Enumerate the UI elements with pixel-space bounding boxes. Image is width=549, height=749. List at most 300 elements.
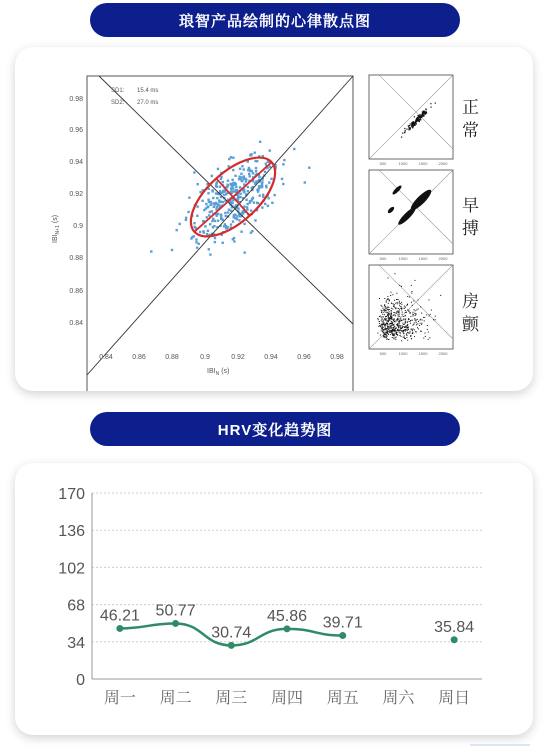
thumbnail-point bbox=[402, 325, 403, 326]
thumbnail-point bbox=[424, 320, 425, 321]
thumbnail-point bbox=[395, 315, 396, 316]
thumbnail-point bbox=[398, 316, 399, 317]
scatter-point bbox=[211, 175, 213, 177]
thumbnail-point bbox=[384, 306, 385, 307]
scatter-point bbox=[282, 183, 284, 185]
scatter-point bbox=[220, 176, 222, 178]
scatter-point bbox=[179, 223, 181, 225]
thumbnail-point bbox=[391, 312, 392, 313]
scatter-point bbox=[230, 156, 232, 158]
thumbnail-point bbox=[391, 317, 392, 318]
scatter-point bbox=[264, 171, 266, 173]
thumbnail-point bbox=[381, 311, 382, 312]
thumbnail-point bbox=[404, 128, 405, 129]
thumbnail-point bbox=[388, 310, 389, 311]
thumbnail-point bbox=[398, 319, 399, 320]
thumbnail-point bbox=[425, 336, 426, 337]
scatter-point bbox=[222, 201, 224, 203]
scatter-point bbox=[271, 202, 273, 204]
thumbnail-point bbox=[413, 300, 414, 301]
y-tick: 0.92 bbox=[69, 191, 83, 198]
thumbnail-point bbox=[399, 314, 400, 315]
thumbnail-point bbox=[385, 332, 386, 333]
scatter-point bbox=[185, 217, 187, 219]
thumbnail-point bbox=[399, 312, 400, 313]
thumbnail-point bbox=[388, 277, 389, 278]
thumbnail-point bbox=[404, 132, 405, 133]
scatter-point bbox=[232, 157, 234, 159]
scatter-point bbox=[235, 186, 237, 188]
thumbnail-point bbox=[403, 337, 404, 338]
scatter-point bbox=[265, 185, 267, 187]
thumbnail-point bbox=[395, 330, 396, 331]
scatter-point bbox=[254, 152, 256, 154]
thumbnail-point bbox=[389, 301, 390, 302]
thumbnail-point bbox=[395, 273, 396, 274]
thumbnail-point bbox=[394, 321, 395, 322]
thumbnail-1 bbox=[369, 170, 453, 261]
thumbnail-point bbox=[413, 312, 414, 313]
thumbnail-point bbox=[402, 133, 403, 134]
thumbnail-point bbox=[412, 126, 413, 127]
thumbnail-point bbox=[423, 114, 424, 115]
scatter-point bbox=[233, 237, 235, 239]
thumbnail-point bbox=[423, 110, 424, 111]
thumbnail-point bbox=[414, 309, 415, 310]
thumbnail-point bbox=[392, 294, 393, 295]
thumbnail-point bbox=[387, 296, 388, 297]
thumbnail-point bbox=[410, 323, 411, 324]
thumbnail-point bbox=[383, 320, 384, 321]
thumbnail-point bbox=[406, 333, 407, 334]
thumbnail-point bbox=[394, 314, 395, 315]
thumbnail-point bbox=[393, 312, 394, 313]
thumbnail-point bbox=[406, 129, 407, 130]
thumbnail-point bbox=[427, 325, 428, 326]
scatter-point bbox=[239, 186, 241, 188]
thumbnail-point bbox=[386, 310, 387, 311]
thumbnail-point bbox=[388, 331, 389, 332]
thumbnail-tick: 2000 bbox=[438, 256, 448, 261]
identity-line bbox=[87, 76, 353, 375]
thumbnail-point bbox=[407, 327, 408, 328]
thumbnail-point bbox=[394, 304, 395, 305]
thumbnail-point bbox=[381, 310, 382, 311]
scatter-point bbox=[234, 217, 236, 219]
thumbnail-point bbox=[390, 315, 391, 316]
thumbnail-point bbox=[402, 331, 403, 332]
thumbnail-point bbox=[390, 295, 391, 296]
thumbnail-point bbox=[414, 336, 415, 337]
thumbnail-point bbox=[402, 312, 403, 313]
thumbnail-point bbox=[392, 331, 393, 332]
thumbnail-point bbox=[396, 299, 397, 300]
thumbnail-point bbox=[410, 331, 411, 332]
scatter-point bbox=[247, 203, 249, 205]
scatter-point bbox=[232, 190, 234, 192]
thumbnail-point bbox=[386, 332, 387, 333]
thumbnail-point bbox=[381, 305, 382, 306]
scatter-point bbox=[233, 214, 235, 216]
thumbnail-point bbox=[402, 323, 403, 324]
thumbnail-point bbox=[421, 115, 422, 116]
thumbnail-point bbox=[403, 316, 404, 317]
scatter-point bbox=[216, 215, 218, 217]
thumbnail-point bbox=[395, 307, 396, 308]
hrv-chart bbox=[15, 463, 533, 735]
scatter-point bbox=[268, 197, 270, 199]
thumbnail-point bbox=[392, 337, 393, 338]
scatter-point bbox=[250, 232, 252, 234]
thumbnail-point bbox=[413, 121, 414, 122]
thumbnail-point bbox=[390, 334, 391, 335]
thumbnail-point bbox=[398, 308, 399, 309]
hrv-data-label: 30.74 bbox=[211, 624, 252, 642]
thumbnail-point bbox=[411, 125, 412, 126]
thumbnail-point bbox=[414, 122, 415, 123]
thumbnail-0 bbox=[369, 75, 453, 166]
scatter-point bbox=[259, 194, 261, 196]
thumbnail-point bbox=[409, 297, 410, 298]
thumbnail-point bbox=[409, 125, 410, 126]
thumbnail-point bbox=[410, 128, 411, 129]
scatter-point bbox=[247, 169, 249, 171]
thumbnail-point bbox=[412, 332, 413, 333]
thumbnail-point bbox=[417, 115, 418, 116]
thumbnail-point bbox=[428, 332, 429, 333]
scatter-point bbox=[207, 230, 209, 232]
thumbnail-point bbox=[385, 329, 386, 330]
thumbnail-point bbox=[403, 333, 404, 334]
thumbnail-point bbox=[384, 319, 385, 320]
scatter-point bbox=[199, 231, 201, 233]
scatter-point bbox=[259, 141, 261, 143]
scatter-point bbox=[269, 149, 271, 151]
thumbnail-point bbox=[389, 300, 390, 301]
scatter-point bbox=[201, 200, 203, 202]
y-tick: 0.86 bbox=[69, 288, 83, 295]
thumbnail-point bbox=[387, 338, 388, 339]
thumbnail-point bbox=[401, 307, 402, 308]
thumbnail-point bbox=[398, 330, 399, 331]
thumbnail-point bbox=[390, 326, 391, 327]
thumbnail-point bbox=[400, 306, 401, 307]
thumbnail-point bbox=[385, 319, 386, 320]
scatter-point bbox=[225, 215, 227, 217]
scatter-point bbox=[220, 217, 222, 219]
scatter-point bbox=[230, 223, 232, 225]
x-tick-label: 周日 bbox=[438, 690, 471, 707]
thumbnail-tick: 1000 bbox=[398, 351, 408, 356]
thumbnail-point bbox=[388, 299, 389, 300]
sd2-label: SD2: bbox=[111, 100, 125, 106]
thumbnail-point bbox=[383, 322, 384, 323]
thumbnail-point bbox=[389, 330, 390, 331]
thumbnail-point bbox=[408, 126, 409, 127]
thumbnail-point bbox=[382, 331, 383, 332]
thumbnail-point bbox=[383, 316, 384, 317]
scatter-point bbox=[241, 180, 243, 182]
scatter-point bbox=[218, 204, 220, 206]
hrv-data-label: 35.84 bbox=[434, 618, 475, 636]
scatter-point bbox=[238, 176, 240, 178]
thumbnail-point bbox=[416, 322, 417, 323]
scatter-point bbox=[253, 201, 255, 203]
thumbnail-point bbox=[388, 339, 389, 340]
hrv-data-label: 46.21 bbox=[99, 607, 140, 625]
thumbnail-point bbox=[395, 308, 396, 309]
thumbnail-point bbox=[433, 319, 434, 320]
scatter-point bbox=[206, 216, 208, 218]
thumbnail-point bbox=[399, 325, 400, 326]
thumbnail-point bbox=[414, 329, 415, 330]
thumbnail-point bbox=[393, 315, 394, 316]
scatter-point bbox=[226, 184, 228, 186]
thumbnail-point bbox=[382, 329, 383, 330]
scatter-point bbox=[224, 190, 226, 192]
thumbnail-point bbox=[384, 314, 385, 315]
thumbnail-point bbox=[389, 311, 390, 312]
thumbnail-point bbox=[398, 310, 399, 311]
scatter-point bbox=[247, 190, 249, 192]
thumbnail-point bbox=[411, 338, 412, 339]
thumbnail-point bbox=[387, 299, 388, 300]
thumbnail-point bbox=[383, 308, 384, 309]
scatter-point bbox=[213, 206, 215, 208]
thumbnail-point bbox=[395, 328, 396, 329]
scatter-point bbox=[264, 203, 266, 205]
thumbnail-point bbox=[413, 324, 414, 325]
thumbnail-point bbox=[406, 334, 407, 335]
scatter-point bbox=[231, 202, 233, 204]
thumbnail-point bbox=[391, 325, 392, 326]
scatter-point bbox=[249, 201, 251, 203]
bottom-divider bbox=[470, 744, 530, 746]
thumbnail-point bbox=[418, 321, 419, 322]
thumbnail-point bbox=[403, 324, 404, 325]
thumbnail-point bbox=[404, 337, 405, 338]
thumbnail-point bbox=[388, 303, 389, 304]
thumbnail-point bbox=[405, 315, 406, 316]
thumbnail-point bbox=[399, 301, 400, 302]
thumbnail-point bbox=[400, 332, 401, 333]
thumbnail-point bbox=[399, 309, 400, 310]
thumbnail-point bbox=[403, 319, 404, 320]
thumbnail-point bbox=[392, 308, 393, 309]
thumbnail-point bbox=[405, 331, 406, 332]
thumbnail-point bbox=[393, 320, 394, 321]
thumbnail-point bbox=[410, 320, 411, 321]
thumbnail-point bbox=[411, 302, 412, 303]
thumbnail-point bbox=[389, 320, 390, 321]
scatter-point bbox=[227, 226, 229, 228]
thumbnail-point bbox=[387, 330, 388, 331]
thumbnail-point bbox=[400, 327, 401, 328]
thumbnail-point bbox=[391, 310, 392, 311]
thumbnail-point bbox=[431, 107, 432, 108]
thumbnail-point bbox=[430, 103, 431, 104]
scatter-point bbox=[293, 148, 295, 150]
thumbnail-point bbox=[412, 314, 413, 315]
thumbnail-point bbox=[388, 315, 389, 316]
y-tick-label: 68 bbox=[67, 597, 85, 615]
scatter-point bbox=[245, 199, 247, 201]
thumbnail-point bbox=[384, 329, 385, 330]
label-afib: 房颤 bbox=[462, 292, 479, 335]
thumbnail-point bbox=[405, 323, 406, 324]
scatter-point bbox=[238, 219, 240, 221]
scatter-point bbox=[211, 220, 213, 222]
thumbnail-point bbox=[411, 329, 412, 330]
scatter-point bbox=[214, 237, 216, 239]
thumbnail-point bbox=[421, 313, 422, 314]
thumbnail-point bbox=[415, 313, 416, 314]
thumbnail-point bbox=[397, 302, 398, 303]
scatter-point bbox=[220, 214, 222, 216]
hrv-card bbox=[15, 463, 533, 735]
scatter-point bbox=[198, 243, 200, 245]
thumbnail-point bbox=[382, 321, 383, 322]
thumbnail-point bbox=[384, 309, 385, 310]
thumbnail-point bbox=[405, 310, 406, 311]
scatter-point bbox=[245, 179, 247, 181]
scatter-point bbox=[242, 210, 244, 212]
thumbnail-point bbox=[382, 327, 383, 328]
thumbnail-point bbox=[419, 117, 420, 118]
thumbnail-point bbox=[401, 328, 402, 329]
thumbnail-point bbox=[381, 330, 382, 331]
scatter-point bbox=[249, 154, 251, 156]
thumbnail-tick: 1500 bbox=[418, 161, 428, 166]
y-tick-label: 0 bbox=[76, 672, 85, 689]
thumbnail-point bbox=[412, 291, 413, 292]
hrv-data-label: 50.77 bbox=[155, 602, 196, 620]
scatter-point bbox=[227, 211, 229, 213]
thumbnail-point bbox=[390, 316, 391, 317]
thumbnail-point bbox=[392, 322, 393, 323]
thumbnail-point bbox=[383, 324, 384, 325]
thumbnail-point bbox=[408, 310, 409, 311]
thumbnail-point bbox=[426, 314, 427, 315]
thumbnail-point bbox=[423, 116, 424, 117]
thumbnail-point bbox=[420, 306, 421, 307]
thumbnail-point bbox=[396, 332, 397, 333]
scatter-point bbox=[243, 175, 245, 177]
y-tick: 0.88 bbox=[69, 255, 83, 262]
thumbnail-point bbox=[386, 337, 387, 338]
scatter-point bbox=[265, 163, 267, 165]
scatter-point bbox=[257, 190, 259, 192]
thumbnail-point bbox=[397, 334, 398, 335]
thumbnail-point bbox=[403, 331, 404, 332]
thumbnail-point bbox=[414, 318, 415, 319]
thumbnail-point bbox=[387, 324, 388, 325]
thumbnail-point bbox=[391, 333, 392, 334]
thumbnail-point bbox=[404, 326, 405, 327]
thumbnail-point bbox=[409, 321, 410, 322]
thumbnail-point bbox=[410, 332, 411, 333]
thumbnail-point bbox=[387, 309, 388, 310]
hrv-data-label: 45.86 bbox=[266, 607, 308, 625]
scatter-point bbox=[215, 183, 217, 185]
scatter-point bbox=[234, 190, 236, 192]
thumbnail-point bbox=[382, 318, 383, 319]
scatter-point bbox=[217, 220, 219, 222]
thumbnail-point bbox=[383, 310, 384, 311]
scatter-point bbox=[222, 242, 224, 244]
scatter-point bbox=[208, 214, 210, 216]
thumbnail-point bbox=[412, 333, 413, 334]
sd2-value: 27.0 ms bbox=[137, 100, 159, 106]
thumbnail-point bbox=[406, 305, 407, 306]
scatter-point bbox=[195, 238, 197, 240]
scatter-point bbox=[210, 204, 212, 206]
hrv-data-point bbox=[284, 625, 291, 632]
hrv-data-point bbox=[339, 632, 346, 639]
thumbnail-point bbox=[415, 314, 416, 315]
thumbnail-point bbox=[435, 316, 436, 317]
thumbnail-point bbox=[435, 103, 436, 104]
thumbnail-point bbox=[384, 311, 385, 312]
thumbnail-point bbox=[400, 303, 401, 304]
thumbnail-point bbox=[389, 324, 390, 325]
scatter-point bbox=[215, 192, 217, 194]
scatter-point bbox=[232, 169, 234, 171]
thumbnail-tick: 2000 bbox=[438, 161, 448, 166]
thumbnail-point bbox=[404, 324, 405, 325]
scatter-point bbox=[248, 173, 250, 175]
scatter-point bbox=[221, 192, 223, 194]
thumbnail-point bbox=[404, 335, 405, 336]
y-tick-label: 34 bbox=[67, 634, 85, 652]
thumbnail-point bbox=[391, 313, 392, 314]
hrv-banner-title: HRV变化趋势图 bbox=[217, 421, 333, 439]
thumbnail-point bbox=[398, 312, 399, 313]
scatter-point bbox=[255, 167, 257, 169]
thumbnail-point bbox=[408, 318, 409, 319]
thumbnail-point bbox=[394, 326, 395, 327]
scatter-point bbox=[238, 178, 240, 180]
thumbnail-point bbox=[407, 329, 408, 330]
scatter-point bbox=[194, 226, 196, 228]
hrv-data-point bbox=[451, 636, 458, 643]
scatter-point bbox=[209, 223, 211, 225]
thumbnail-point bbox=[414, 322, 415, 323]
thumbnail-point bbox=[396, 328, 397, 329]
scatter-point bbox=[227, 180, 229, 182]
thumbnail-point bbox=[399, 321, 400, 322]
thumbnail-point bbox=[414, 116, 415, 117]
thumbnail-point bbox=[386, 316, 387, 317]
thumbnail-point bbox=[384, 323, 385, 324]
thumbnail-point bbox=[380, 335, 381, 336]
thumbnail-point bbox=[410, 123, 411, 124]
thumbnail-point bbox=[412, 122, 413, 123]
thumbnail-point bbox=[379, 321, 380, 322]
scatter-point bbox=[150, 250, 152, 252]
thumbnail-point bbox=[423, 317, 424, 318]
thumbnail-point bbox=[386, 302, 387, 303]
thumbnail-point bbox=[412, 325, 413, 326]
thumbnail-point bbox=[419, 119, 420, 120]
thumbnail-point bbox=[399, 305, 400, 306]
thumbnail-point bbox=[405, 130, 406, 131]
thumbnail-point bbox=[423, 112, 424, 113]
thumbnail-point bbox=[398, 321, 399, 322]
thumbnail-point bbox=[391, 292, 392, 293]
thumbnail-point bbox=[421, 323, 422, 324]
thumbnail-point bbox=[408, 129, 409, 130]
